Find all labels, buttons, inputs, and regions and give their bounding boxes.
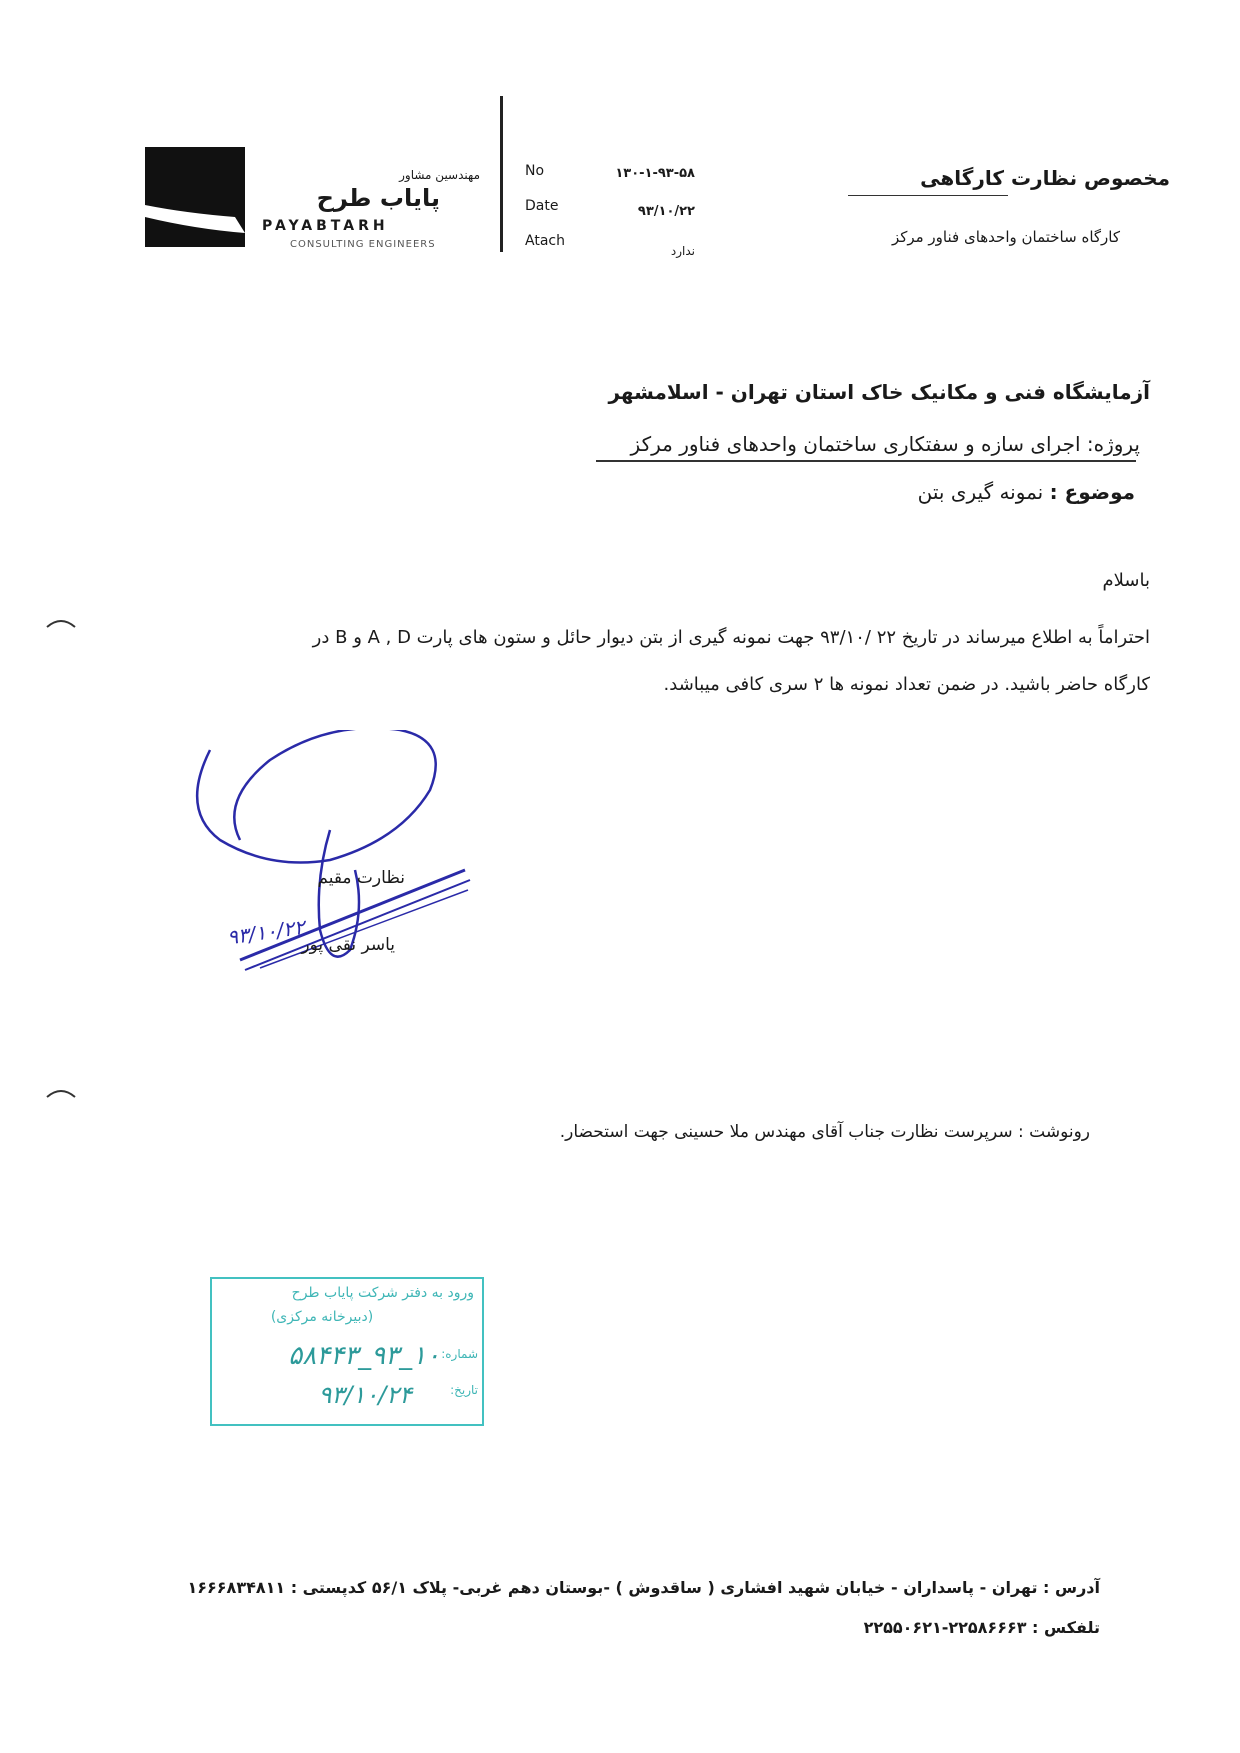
- subject-line: [750, 480, 1135, 504]
- letter-attach-value: ندارد: [670, 244, 695, 258]
- company-tagline-fa: مهندسین مشاور: [399, 168, 480, 182]
- site-name: کارگاه ساختمان واحدهای فناور مرکز: [891, 228, 1120, 246]
- handwritten-date: ۹۳/۱۰/۲۲: [225, 914, 307, 950]
- carbon-copy-line: رونوشت : سرپرست نظارت جناب آقای مهندس ملا حسینی جهت استحضار.: [559, 1122, 1090, 1142]
- subject-label: موضوع :: [1049, 480, 1135, 504]
- letter-body: [120, 614, 1150, 708]
- signer-name: یاسر نقی پور: [301, 935, 395, 955]
- payabtarh-logo-icon: [145, 147, 245, 247]
- footer-address: آدرس : تهران - پاسداران - خیابان شهید افشاری ( ساقدوش ) -بوستان دهم غربی- پلاک ۵۶/۱ کدپستی : ۱۶۶۶۸۳۴۸۱۱: [187, 1578, 1100, 1597]
- stamp-header: ورود به دفتر شرکت پایاب طرح: [291, 1285, 474, 1301]
- letter-number-label: No: [525, 163, 545, 179]
- company-logo: [145, 147, 245, 247]
- company-name-en: PAYABTARH: [262, 218, 389, 234]
- greeting: باسلام: [1102, 570, 1150, 591]
- header-divider: [500, 96, 503, 252]
- project-line: پروژه: اجرای سازه و سفتکاری ساختمان واحدهای فناور مرکز: [630, 432, 1140, 456]
- body-line-2: کارگاه حاضر باشید. در ضمن تعداد نمونه ها ۲ سری کافی میباشد.: [663, 674, 1150, 695]
- project-underline: [596, 460, 1136, 462]
- letter-attach-label: Atach: [525, 233, 565, 249]
- stamp-date-label: تاریخ:: [450, 1383, 478, 1397]
- letter-date-value: ۹۳/۱۰/۲۲: [637, 204, 695, 219]
- footer-fax: تلفکس : ۲۲۵۸۶۶۶۳-۲۲۵۵۰۶۲۱: [863, 1618, 1100, 1637]
- title-underline: [848, 195, 1008, 196]
- stamp-date-value: ۹۳/۱۰/۲۴: [318, 1381, 412, 1409]
- letter-date-label: Date: [525, 198, 559, 214]
- body-line-1: احتراماً به اطلاع میرساند در تاریخ ۲۲ /۹۳/۱۰ جهت نمونه گیری از بتن دیوار حائل و ستون های پارت A , D و B در: [312, 627, 1150, 648]
- subject-value: نمونه گیری بتن: [917, 480, 1044, 504]
- company-name-fa: پایاب طرح: [316, 184, 440, 212]
- punch-mark: [45, 1085, 77, 1101]
- punch-mark: [45, 615, 77, 631]
- stamp-number-label: شماره:: [441, 1347, 478, 1361]
- stamp-number-value: ۱۰_۹۳_۵۸۴۴۳: [288, 1341, 440, 1371]
- company-tagline-en: CONSULTING ENGINEERS: [290, 239, 436, 250]
- received-stamp: [210, 1277, 484, 1426]
- special-supervision-title: مخصوص نظارت کارگاهی: [920, 166, 1170, 190]
- recipient: آزمایشگاه فنی و مکانیک خاک استان تهران - اسلامشهر: [608, 380, 1150, 404]
- signer-role: نظارت مقیم: [317, 868, 405, 888]
- letter-number-value: ۱۳۰-۱-۹۳-۵۸: [615, 166, 695, 181]
- stamp-subheader: (دبیرخانه مرکزی): [270, 1309, 374, 1325]
